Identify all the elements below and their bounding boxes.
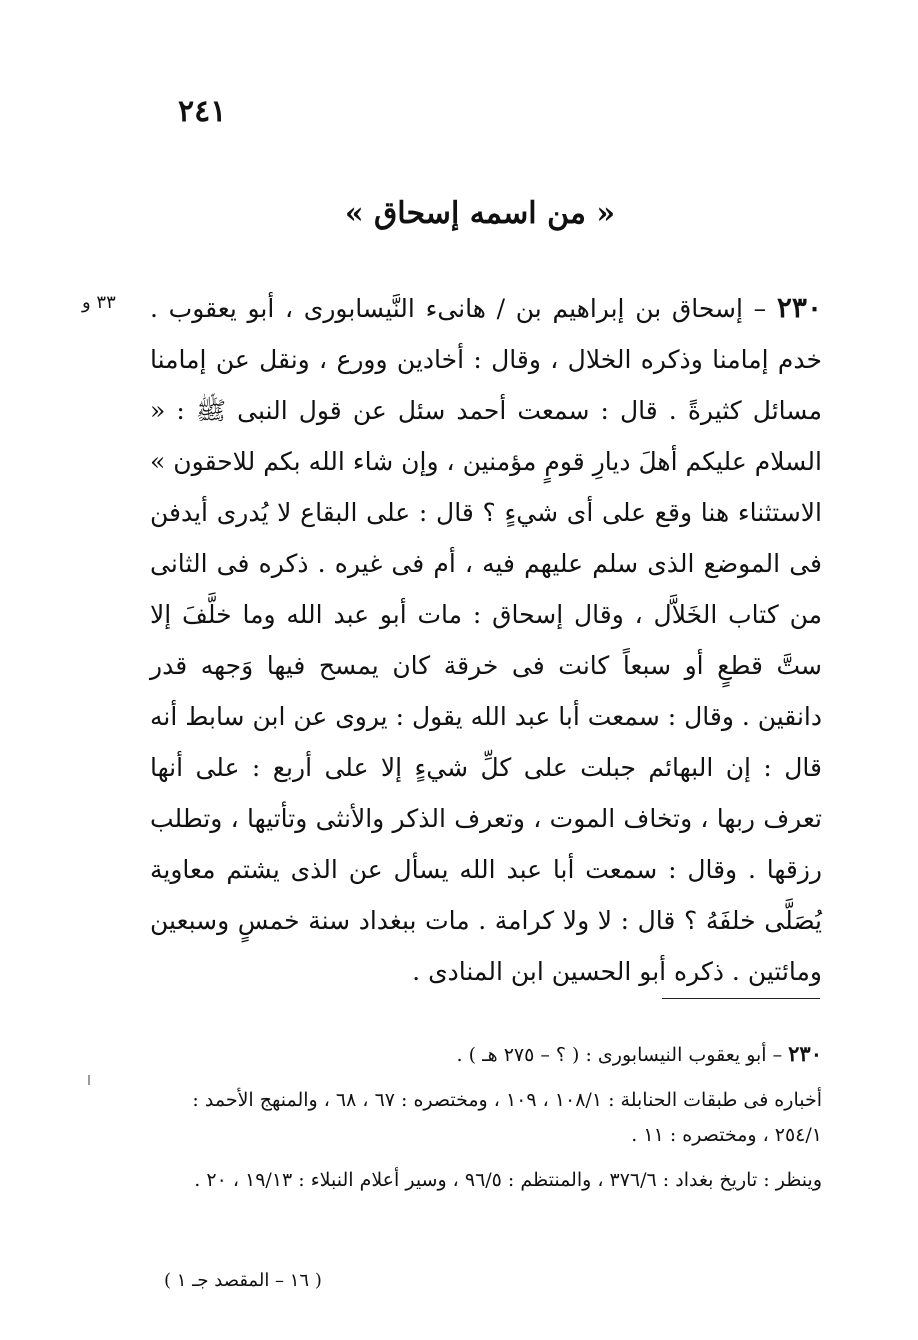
footnote-text: – أبو يعقوب النيسابورى : ( ؟ – ٢٧٥ هـ ) .: [456, 1044, 789, 1066]
footnote-entry-3: وينظر : تاريخ بغداد : ٣٧٦/٦ ، والمنتظم : ٩٦/٥ ، وسير أعلام النبلاء : ١٩/١٣ ، ٢٠ .: [194, 1169, 822, 1191]
page-number: ٢٤١: [178, 94, 227, 129]
entry-number: ٢٣٠: [776, 291, 822, 324]
margin-folio-note: ٣٣ و: [82, 292, 116, 313]
footnote-number: ٢٣٠: [788, 1041, 822, 1066]
scan-edge-mark: [88, 1075, 90, 1085]
entry-dash: –: [742, 294, 777, 323]
signature-mark: ( ١٦ – المقصد جـ ١ ): [164, 1270, 322, 1291]
footnote-entry-2: أخباره فى طبقات الحنابلة : ١٠٨/١ ، ١٠٩ ، ومختصره : ٦٧ ، ٦٨ ، والمنهج الأحمد : ٢٥٤/١ ، ومختصره : ١١ .: [192, 1089, 822, 1146]
footnote-entry-1: [150, 1036, 822, 1073]
entry-text: إسحاق بن إبراهيم بن / هانىء النَّيسابورى ، أبو يعقوب . خدم إمامنا وذكره الخلال ، وقال : أخادين وورع ، ونقل عن إمامنا مسائل كثيرةً . قال : سمعت أحمد سئل عن قول النبى ﷺ : « السلام عليكم أهلَ ديارِ قومٍ مؤمنين ، وإن شاء الله بكم للاحقون » الاستثناء هنا وقع على أى شيءٍ ؟ قال : على البقاع لا يُدرى أيدفن فى الموضع الذى سلم عليهم فيه ، أم فى غيره . ذكره فى الثانى من كتاب الخَلاَّل ، وقال إسحاق : مات أبو عبد الله وما خلَّفَ إلا ستَّ قطعٍ أو سبعاً كانت فى خرقة كان يمسح فيها وَجهه قدر دانقين . وقال : سمعت أبا عبد الله يقول : يروى عن ابن سابط أنه قال : إن البهائم جبلت على كلِّ شيءٍ إلا على أربع : على أنها تعرف ربها ، وتخاف الموت ، وتعرف الذكر والأنثى وتأتيها ، وتطلب رزقها . وقال : سمعت أبا عبد الله يسأل عن الذى يشتم معاوية يُصَلَّى خلفَهُ ؟ قال : لا ولا كرامة . مات ببغداد سنة خمسٍ وسبعين ومائتين . ذكره أبو الحسين ابن المنادى .: [150, 294, 822, 986]
footnotes: [150, 1036, 822, 1208]
entry-body: [150, 282, 822, 997]
footnote-separator: [662, 998, 820, 999]
chapter-title: « من اسمه إسحاق »: [344, 196, 616, 231]
